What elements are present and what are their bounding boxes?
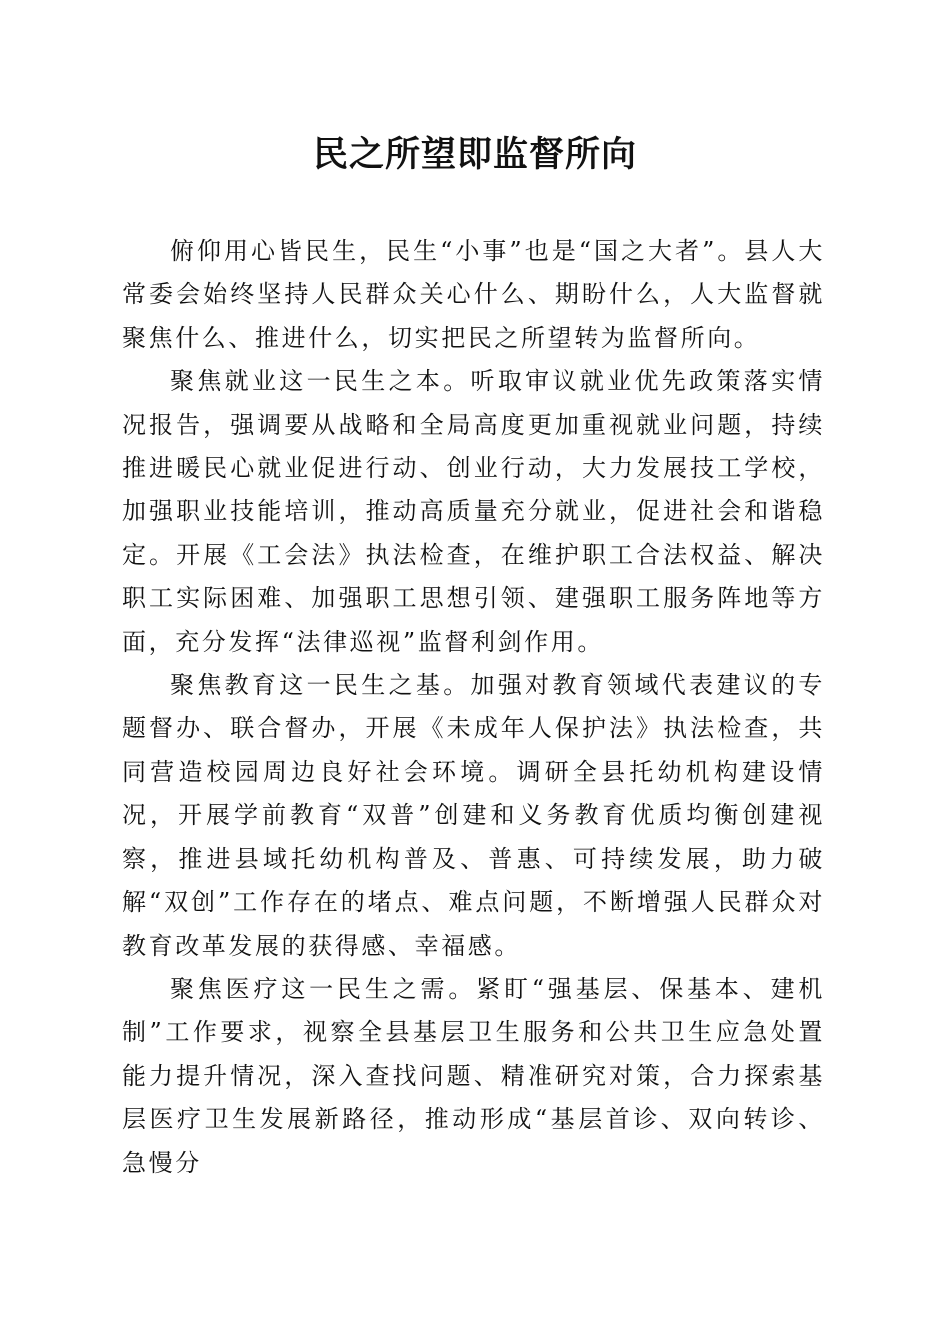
page-title: 民之所望即监督所向	[312, 134, 637, 175]
paragraph-healthcare: 聚焦医疗这一民生之需。紧盯“强基层、保基本、建机制”工作要求，视察全县基层卫生服务和公共卫生应急处置能力提升情况，深入查找问题、精准研究对策，合力探索基层医疗卫生发展新路径，推动形成“基层首诊、双向转诊、急慢分	[122, 974, 825, 1177]
paragraph-employment: 聚焦就业这一民生之本。听取审议就业优先政策落实情况报告，强调要从战略和全局高度更加重视就业问题，持续推进暖民心就业促进行动、创业行动，大力发展技工学校，加强职业技能培训，推动高质量充分就业，促进社会和谐稳定。开展《工会法》执法检查，在维护职工合法权益、解决职工实际困难、加强职工思想引领、建强职工服务阵地等方面，充分发挥“法律巡视”监督利剑作用。	[122, 367, 825, 656]
paragraph-intro: 俯仰用心皆民生，民生“小事”也是“国之大者”。县人大常委会始终坚持人民群众关心什么、期盼什么，人大监督就聚焦什么、推进什么，切实把民之所望转为监督所向。	[122, 237, 825, 352]
article-body	[122, 230, 825, 1185]
paragraph-education: 聚焦教育这一民生之基。加强对教育领域代表建议的专题督办、联合督办，开展《未成年人保护法》执法检查，共同营造校园周边良好社会环境。调研全县托幼机构建设情况，开展学前教育“双普”创建和义务教育优质均衡创建视察，推进县域托幼机构普及、普惠、可持续发展，助力破解“双创”工作存在的堵点、难点问题，不断增强人民群众对教育改革发展的获得感、幸福感。	[122, 671, 825, 960]
